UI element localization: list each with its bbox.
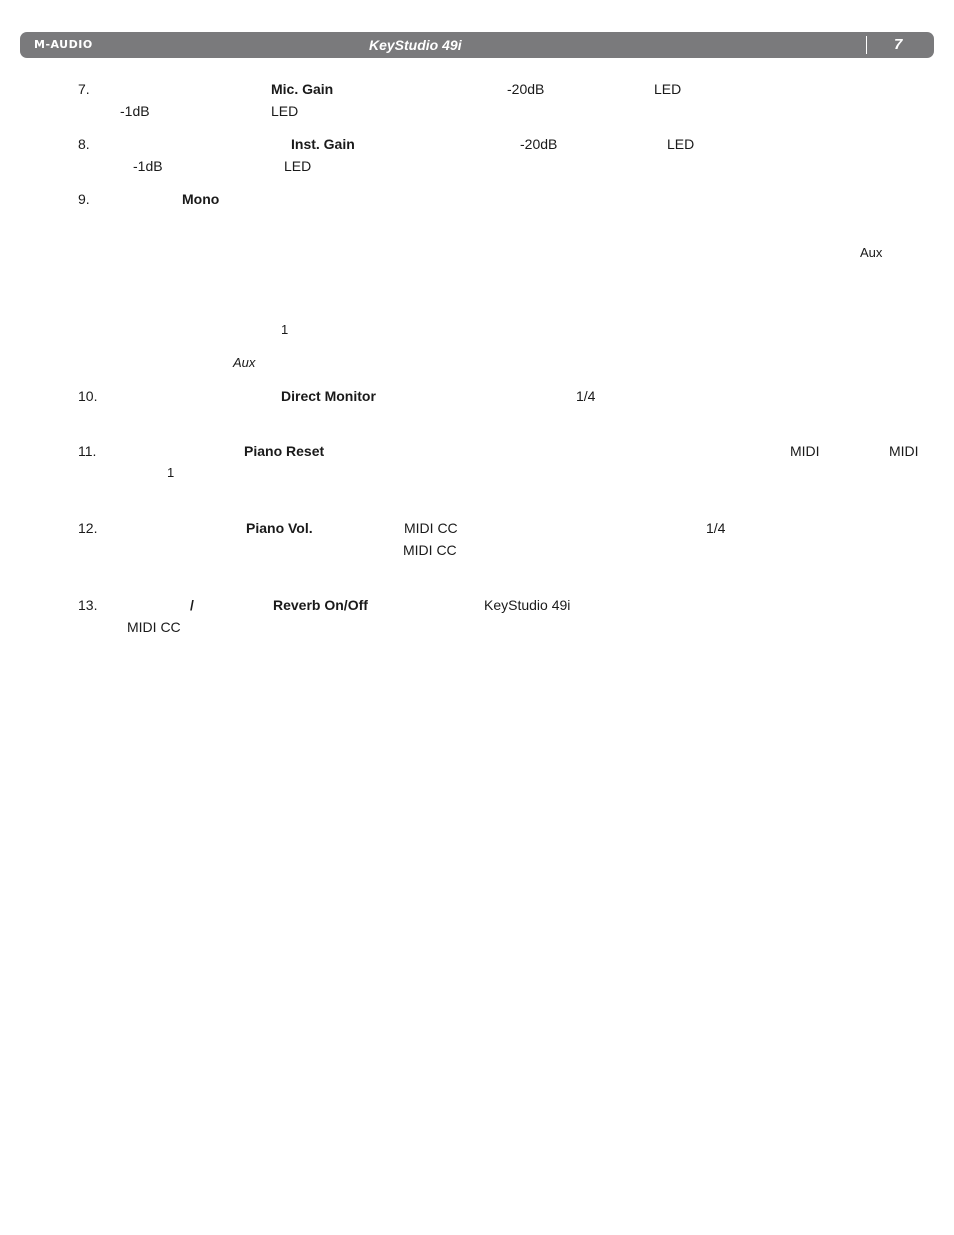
page-header xyxy=(20,32,934,58)
header-divider xyxy=(866,36,867,54)
item-number: 7. xyxy=(78,81,90,97)
item-number: 12. xyxy=(78,520,98,536)
item-label: Reverb On/Off xyxy=(273,597,368,613)
item-text: 1 xyxy=(281,322,289,337)
item-text: Aux xyxy=(860,245,883,260)
item-text: MIDI CC xyxy=(403,542,457,558)
item-text: MIDI xyxy=(889,443,919,459)
item-text: -1dB xyxy=(120,103,150,119)
item-label-prefix: / xyxy=(190,597,194,613)
item-text: MIDI CC xyxy=(127,619,181,635)
item-text: 1/4 xyxy=(576,388,596,404)
item-text: LED xyxy=(284,158,312,174)
document-title: KeyStudio 49i xyxy=(369,37,462,53)
brand-logo: M-AUDIO xyxy=(34,38,93,51)
item-label: Piano Vol. xyxy=(246,520,313,536)
item-text: MIDI CC xyxy=(404,520,458,536)
item-text: -20dB xyxy=(520,136,558,152)
item-number: 11. xyxy=(78,443,97,459)
item-text: -20dB xyxy=(507,81,545,97)
item-text: 1/4 xyxy=(706,520,726,536)
item-text: LED xyxy=(667,136,695,152)
item-label: Piano Reset xyxy=(244,443,325,459)
item-text: Aux xyxy=(233,355,256,370)
item-text: LED xyxy=(271,103,299,119)
item-number: 10. xyxy=(78,388,98,404)
item-text: KeyStudio 49i xyxy=(484,597,571,613)
item-label: Inst. Gain xyxy=(291,136,355,152)
item-label: Mono xyxy=(182,191,220,207)
item-number: 8. xyxy=(78,136,90,152)
item-text: -1dB xyxy=(133,158,163,174)
item-text: LED xyxy=(654,81,682,97)
item-text: 1 xyxy=(167,465,175,480)
item-number: 9. xyxy=(78,191,90,207)
item-number: 13. xyxy=(78,597,98,613)
item-label: Mic. Gain xyxy=(271,81,334,97)
item-text: MIDI xyxy=(790,443,820,459)
item-label: Direct Monitor xyxy=(281,388,376,404)
page-number: 7 xyxy=(894,36,903,53)
